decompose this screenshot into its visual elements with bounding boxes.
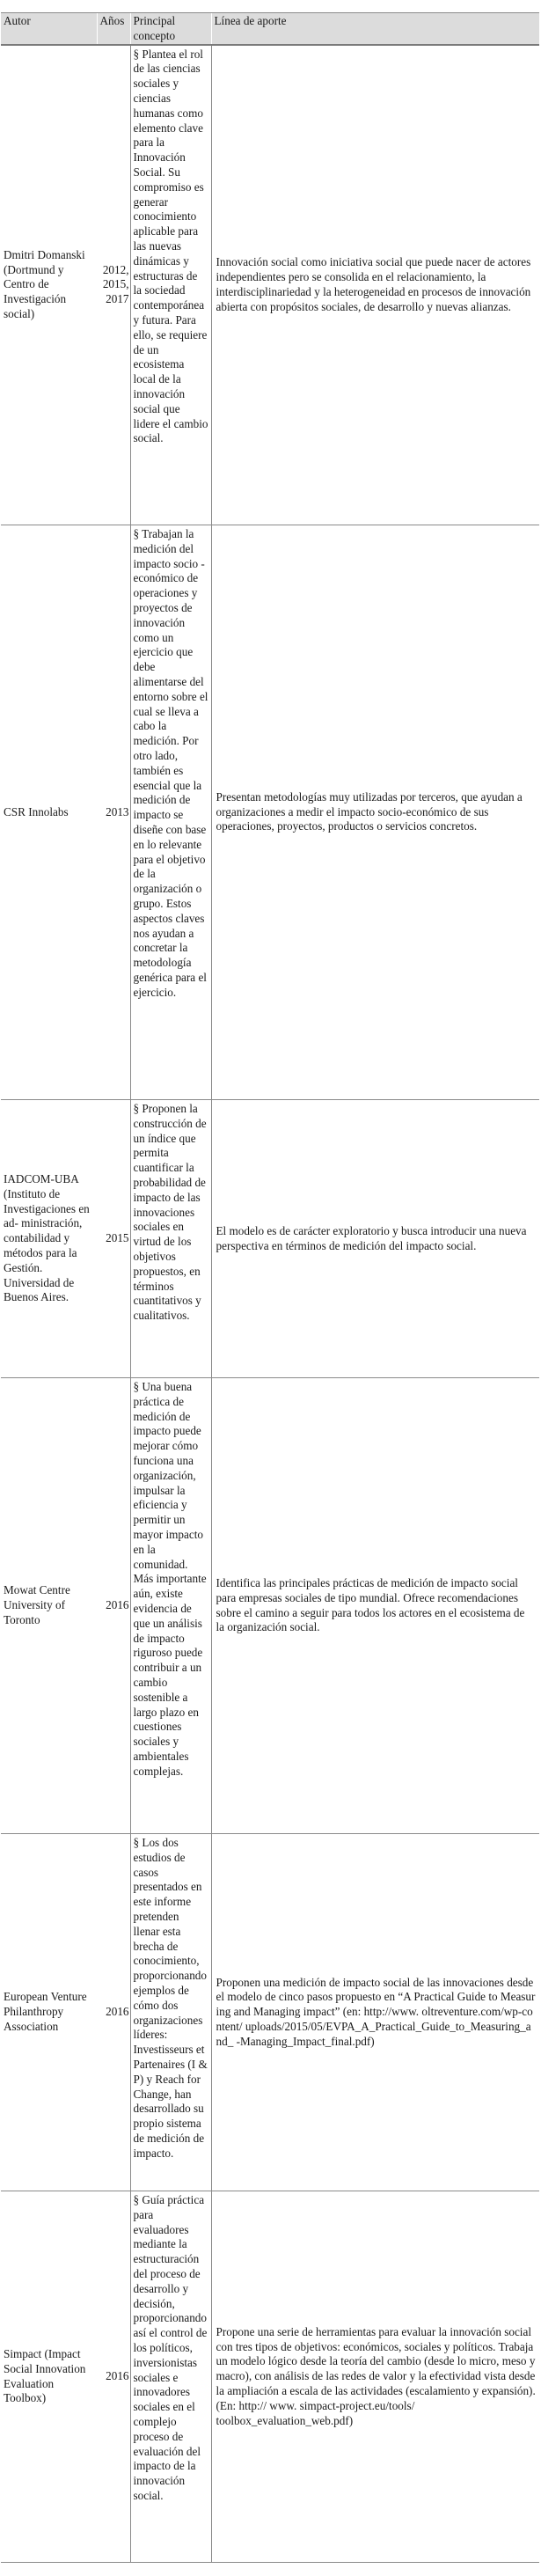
cell-principal-concepto: § Guía práctica para evaluadores mediante la estructuración del proceso de desarrollo y decisión, proporcionando así el control de los políticos, inversionistas sociales e innovadores sociales en el complejo proceso de evaluación del impacto de la innovación social. <box>130 2191 211 2563</box>
cell-anos: 2016 <box>97 2191 130 2563</box>
cell-autor: Simpact (Impact Social Innovation Evaluation Toolbox) <box>1 2191 97 2563</box>
cell-linea-de-aporte: Proponen una medición de impacto social de las innovaciones desde el modelo de cinco pasos propuesto en “A Practical Guide to Measuring and Managing impact” (en: http://www. oltreventure.com/wp-content/ uploads/2015/05/EVPA_A_Practical_Guide_to_Measuring_and_ -Managing_Impact_final.pdf) <box>211 1834 539 2191</box>
cell-autor: CSR Innolabs <box>1 525 97 1100</box>
cell-anos: 2016 <box>97 1378 130 1834</box>
cell-principal-concepto: § Plantea el rol de las ciencias sociales y ciencias humanas como elemento clave para la Innovación Social. Su compromiso es generar conocimiento aplicable para las nuevas dinámicas y estructuras de la sociedad contemporánea y futura. Para ello, se requiere de un ecosistema local de la innovación social que lidere el cambio social. <box>130 45 211 525</box>
header-anos: Años <box>97 13 130 45</box>
cell-linea-de-aporte: El modelo es de carácter exploratorio y busca introducir una nueva perspectiva en términos de medición del impacto social. <box>211 1100 539 1378</box>
table-row <box>1 45 539 525</box>
table-header <box>1 13 539 45</box>
authors-table <box>1 12 539 2563</box>
cell-autor: Mowat Centre University of Toronto <box>1 1378 97 1834</box>
cell-principal-concepto: § Los dos estudios de casos presentados en este informe pretenden llenar esta brecha de conocimiento, proporcionando ejemplos de cómo dos organizaciones líderes: Investisseurs et Partenaires (I & P) y Reach for Change, han desarrollado su propio sistema de medición de impacto. <box>130 1834 211 2191</box>
cell-autor: IADCOM-UBA (Instituto de Investigaciones en ad- ministración, contabilidad y métodos para la Gestión. Universidad de Buenos Aires. <box>1 1100 97 1378</box>
cell-linea-de-aporte: Identifica las principales prácticas de medición de impacto social para empresas sociales de tipo mundial. Ofrece recomendaciones sobre el camino a seguir para todos los actores en el ecosistema de la organización social. <box>211 1378 539 1834</box>
cell-anos: 2015 <box>97 1100 130 1378</box>
table-body <box>1 45 539 2563</box>
cell-principal-concepto: § Trabajan la medición del impacto socio - económico de operaciones y proyectos de innovación como un ejercicio que debe alimentarse del entorno sobre el cual se lleva a cabo la medición. Por otro lado, también es esencial que la medición de impacto se diseñe con base en lo relevante para el objetivo de la organización o grupo. Estos aspectos claves nos ayudan a concretar la metodología genérica para el ejercicio. <box>130 525 211 1100</box>
table-row <box>1 1100 539 1378</box>
cell-anos: 2016 <box>97 1834 130 2191</box>
table-row <box>1 1834 539 2191</box>
cell-autor: Dmitri Domanski (Dortmund y Centro de Investigación social) <box>1 45 97 525</box>
header-linea-de-aporte: Línea de aporte <box>211 13 539 45</box>
header-principal-concepto: Principal concepto <box>130 13 211 45</box>
header-autor: Autor <box>1 13 97 45</box>
table-row <box>1 2191 539 2563</box>
table-header-row <box>1 13 539 45</box>
cell-linea-de-aporte: Innovación social como iniciativa social que puede nacer de actores independientes pero se consolida en el relacionamiento, la interdisciplinariedad y la heterogeneidad en procesos de innovación abierta con propósitos sociales, de desarrollo y nuevas alianzas. <box>211 45 539 525</box>
cell-anos: 2012, 2015, 2017 <box>97 45 130 525</box>
table-row <box>1 525 539 1100</box>
cell-anos: 2013 <box>97 525 130 1100</box>
cell-principal-concepto: § Una buena práctica de medición de impacto puede mejorar cómo funciona una organización, impulsar la eficiencia y permitir un mayor impacto en la comunidad. Más importante aún, existe evidencia de que un análisis de impacto riguroso puede contribuir a un cambio sostenible a largo plazo en cuestiones sociales y ambientales complejas. <box>130 1378 211 1834</box>
cell-principal-concepto: § Proponen la construcción de un índice que permita cuantificar la probabilidad de impacto de las innovaciones sociales en virtud de los objetivos propuestos, en términos cuantitativos y cualitativos. <box>130 1100 211 1378</box>
cell-autor: European Venture Philanthropy Association <box>1 1834 97 2191</box>
table-row <box>1 1378 539 1834</box>
cell-linea-de-aporte: Presentan metodologías muy utilizadas por terceros, que ayudan a organizaciones a medir el impacto socio-económico de sus operaciones, proyectos, productos o servicios concretos. <box>211 525 539 1100</box>
cell-linea-de-aporte: Propone una serie de herramientas para evaluar la innovación social con tres tipos de objetivos: económicos, sociales y políticos. Trabaja un modelo lógico desde la teoría del cambio (desde lo micro, meso y macro), con análisis de las redes de valor y la efectividad vista desde la ampliación a escala de las actividades (escalamiento y expansión). (En: http:// www. simpact-project.eu/tools/ toolbox_evaluation_web.pdf) <box>211 2191 539 2563</box>
